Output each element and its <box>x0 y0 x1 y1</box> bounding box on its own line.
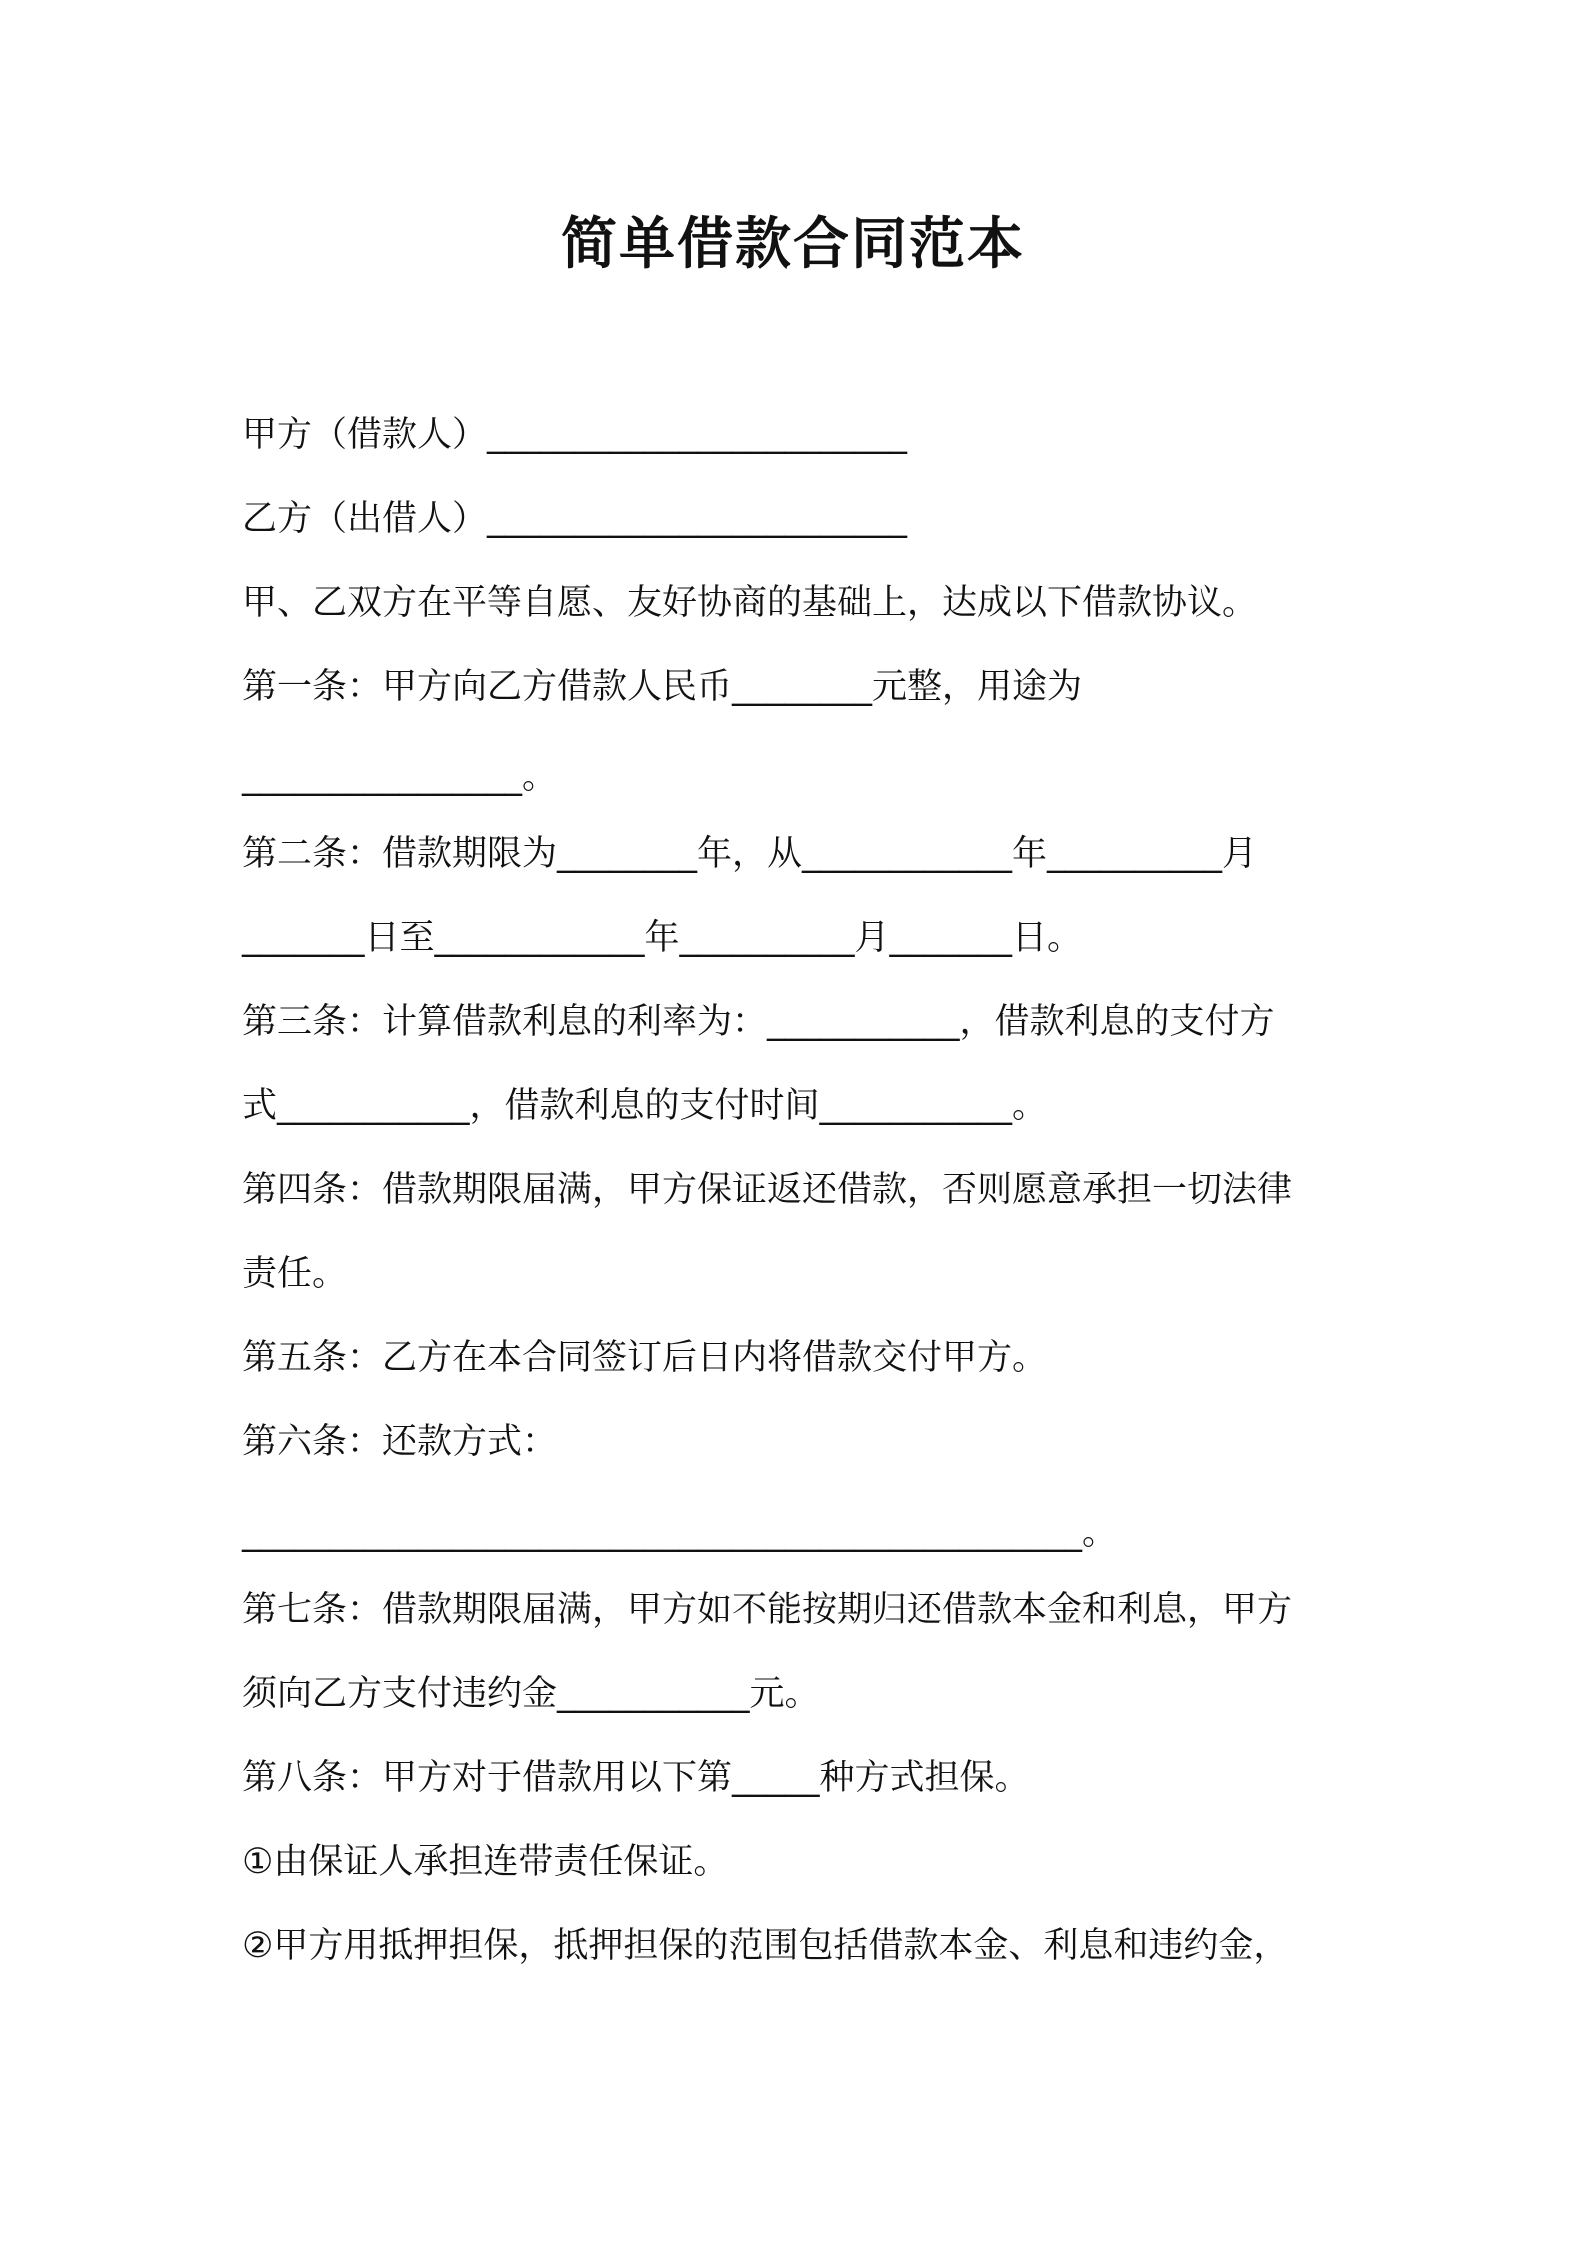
article-4-line-1: 第四条：借款期限届满，甲方保证返还借款，否则愿意承担一切法律 <box>242 1170 1293 1210</box>
preamble-line: 甲、乙双方在平等自愿、友好协商的基础上，达成以下借款协议。 <box>242 583 1258 623</box>
article-6-line-2: ________________________________________________。 <box>242 1513 1118 1553</box>
article-1-line-2: ________________。 <box>242 757 558 797</box>
article-2-line-1: 第二条：借款期限为________年，从____________年__________月 <box>242 834 1258 874</box>
guarantee-option-1: ①由保证人承担连带责任保证。 <box>242 1842 729 1882</box>
article-3-line-2: 式___________，借款利息的支付时间___________。 <box>242 1086 1048 1126</box>
guarantee-option-2: ②甲方用抵押担保，抵押担保的范围包括借款本金、利息和违约金， <box>242 1926 1289 1966</box>
article-6-line-1: 第六条：还款方式： <box>242 1422 558 1462</box>
article-2-line-2: _______日至____________年__________月_______日。 <box>242 918 1083 958</box>
article-7-line-2: 须向乙方支付违约金___________元。 <box>242 1674 820 1714</box>
party-a-line: 甲方（借款人）________________________ <box>242 415 908 455</box>
article-4-line-2: 责任。 <box>242 1254 348 1294</box>
article-7-line-1: 第七条：借款期限届满，甲方如不能按期归还借款本金和利息，甲方 <box>242 1590 1293 1630</box>
article-3-line-1: 第三条：计算借款利息的利率为：___________，借款利息的支付方 <box>242 1002 1275 1042</box>
article-5-line: 第五条：乙方在本合同签订后日内将借款交付甲方。 <box>242 1338 1048 1378</box>
article-8-line: 第八条：甲方对于借款用以下第_____种方式担保。 <box>242 1758 1030 1798</box>
document-title: 简单借款合同范本 <box>561 212 1025 277</box>
article-1-line-1: 第一条：甲方向乙方借款人民币________元整，用途为 <box>242 667 1083 707</box>
party-b-line: 乙方（出借人）________________________ <box>242 499 908 539</box>
